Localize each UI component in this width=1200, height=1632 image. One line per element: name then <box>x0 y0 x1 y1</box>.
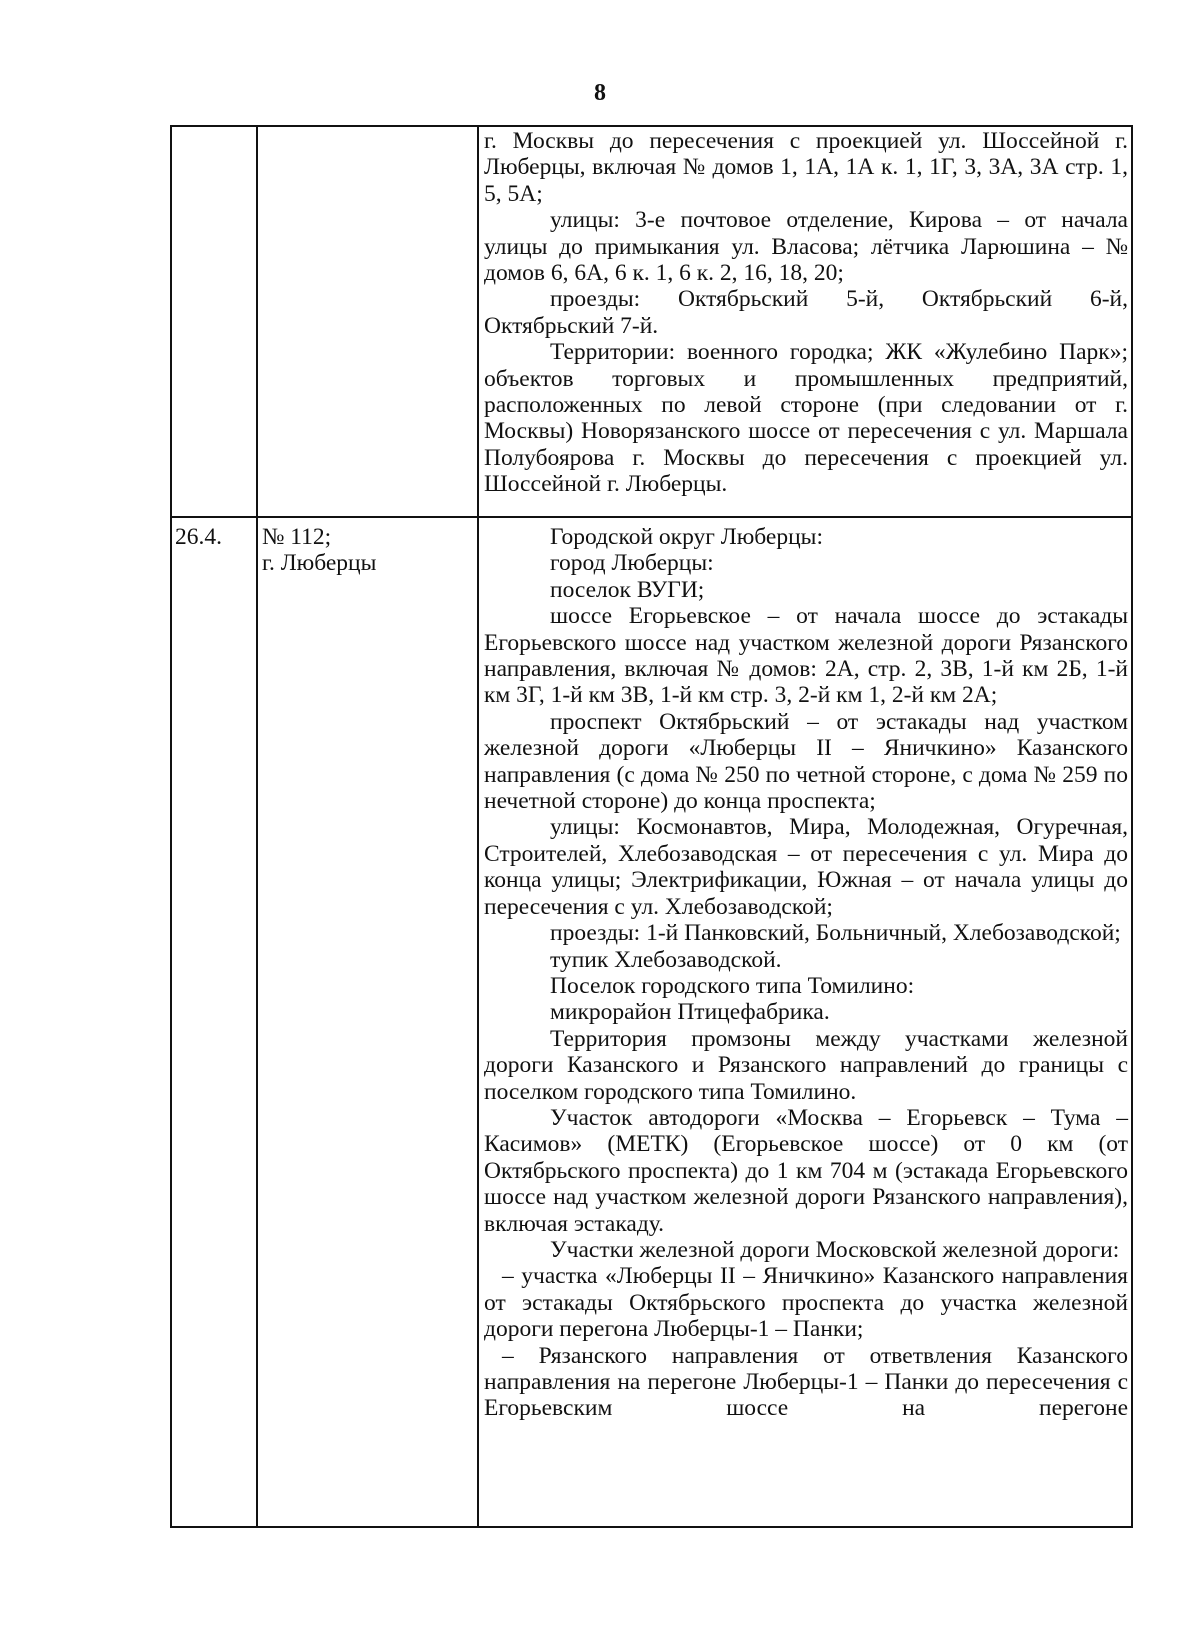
paragraph: проезды: Октябрьский 5-й, Октябрьский 6-й, Октябрьский 7-й. <box>484 286 1128 339</box>
row-2-name <box>262 524 477 577</box>
paragraph: город Люберцы: <box>550 550 714 577</box>
paragraph: Участок автодороги «Москва – Егорьевск – Тума – Касимов» (МЕТК) (Егорьевское шоссе) от 0 км (от Октябрьского проспекта) до 1 км 704 м (эстакада Егорьевского шоссе над участком железной дороги Рязанского направления), включая эстакаду. <box>484 1104 1128 1237</box>
paragraph: проезды: 1-й Панковский, Больничный, Хлебозаводской; <box>550 920 1121 947</box>
row-1-description <box>484 128 1128 498</box>
paragraph: Территории: военного городка; ЖК «Жулебино Парк»; объектов торговых и промышленных предприятий, расположенных по левой стороне (при следовании от г. Москвы) Новорязанского шоссе от пересечения с ул. Маршала Полубоярова г. Москвы до пересечения с проекцией ул. Шоссейной г. Люберцы. <box>484 339 1128 498</box>
paragraph: шоссе Егорьевское – от начала шоссе до эстакады Егорьевского шоссе над участком железной дороги Рязанского направления, включая № домов: 2А, стр. 2, 3В, 1-й км 2Б, 1-й км 3Г, 1-й км 3В, 1-й км стр. 3, 2-й км 1, 2-й км 2А; <box>484 603 1128 709</box>
paragraph: улицы: 3-е почтовое отделение, Кирова – от начала улицы до примыкания ул. Власова; лётчика Ларюшина – № домов 6, 6А, 6 к. 1, 6 к. 2, 16, 18, 20; <box>484 207 1128 287</box>
table-right-border <box>1131 125 1133 1528</box>
table-top-border <box>170 125 1132 127</box>
paragraph: – участка «Люберцы II – Яничкино» Казанского направления от эстакады Октябрьского проспекта до участка железной дороги перегона Люберцы-1 – Панки; <box>484 1263 1128 1343</box>
paragraph: – Рязанского направления от ответвления Казанского направления на перегоне Люберцы-1 – Панки до пересечения с Егорьевским шоссе на перегоне <box>484 1342 1128 1422</box>
paragraph: проспект Октябрьский – от эстакады над участком железной дороги «Люберцы II – Яничкино» Казанского направления (с дома № 250 по четной стороне, с дома № 259 по нечетной стороне) до конца проспекта; <box>484 708 1128 815</box>
paragraph: поселок ВУГИ; <box>550 576 705 603</box>
row-2-number: 26.4. <box>175 524 222 550</box>
paragraph: г. Москвы до пересечения с проекцией ул. Шоссейной г. Люберцы, включая № домов 1, 1А, 1А к. 1, 1Г, 3, 3А, 3А стр. 1, 5, 5А; <box>484 128 1128 207</box>
column-divider-1 <box>256 125 258 1528</box>
paragraph: Территория промзоны между участками железной дороги Казанского и Рязанского направлений до границы с поселком городского типа Томилино. <box>484 1025 1128 1105</box>
paragraph: улицы: Космонавтов, Мира, Молодежная, Огуречная, Строителей, Хлебозаводская – от пересечения с ул. Мира до конца улицы; Электрификации, Южная – от начала улицы до пересечения с ул. Хлебозаводской; <box>484 814 1128 920</box>
paragraph: Участки железной дороги Московской железной дороги: <box>550 1236 1120 1263</box>
paragraph: Поселок городского типа Томилино: <box>550 972 915 999</box>
district-number: № 112; <box>262 524 332 550</box>
paragraph: Городской округ Люберцы: <box>550 524 823 550</box>
district-city: г. Люберцы <box>262 550 377 577</box>
table-row-divider <box>170 516 1132 518</box>
paragraph: тупик Хлебозаводской. <box>550 946 782 973</box>
table-bottom-border <box>170 1526 1132 1528</box>
row-2-description <box>484 524 1128 1422</box>
page-number: 8 <box>594 80 606 106</box>
column-divider-2 <box>477 125 479 1528</box>
table-left-border <box>170 125 172 1528</box>
paragraph: микрорайон Птицефабрика. <box>550 999 830 1026</box>
